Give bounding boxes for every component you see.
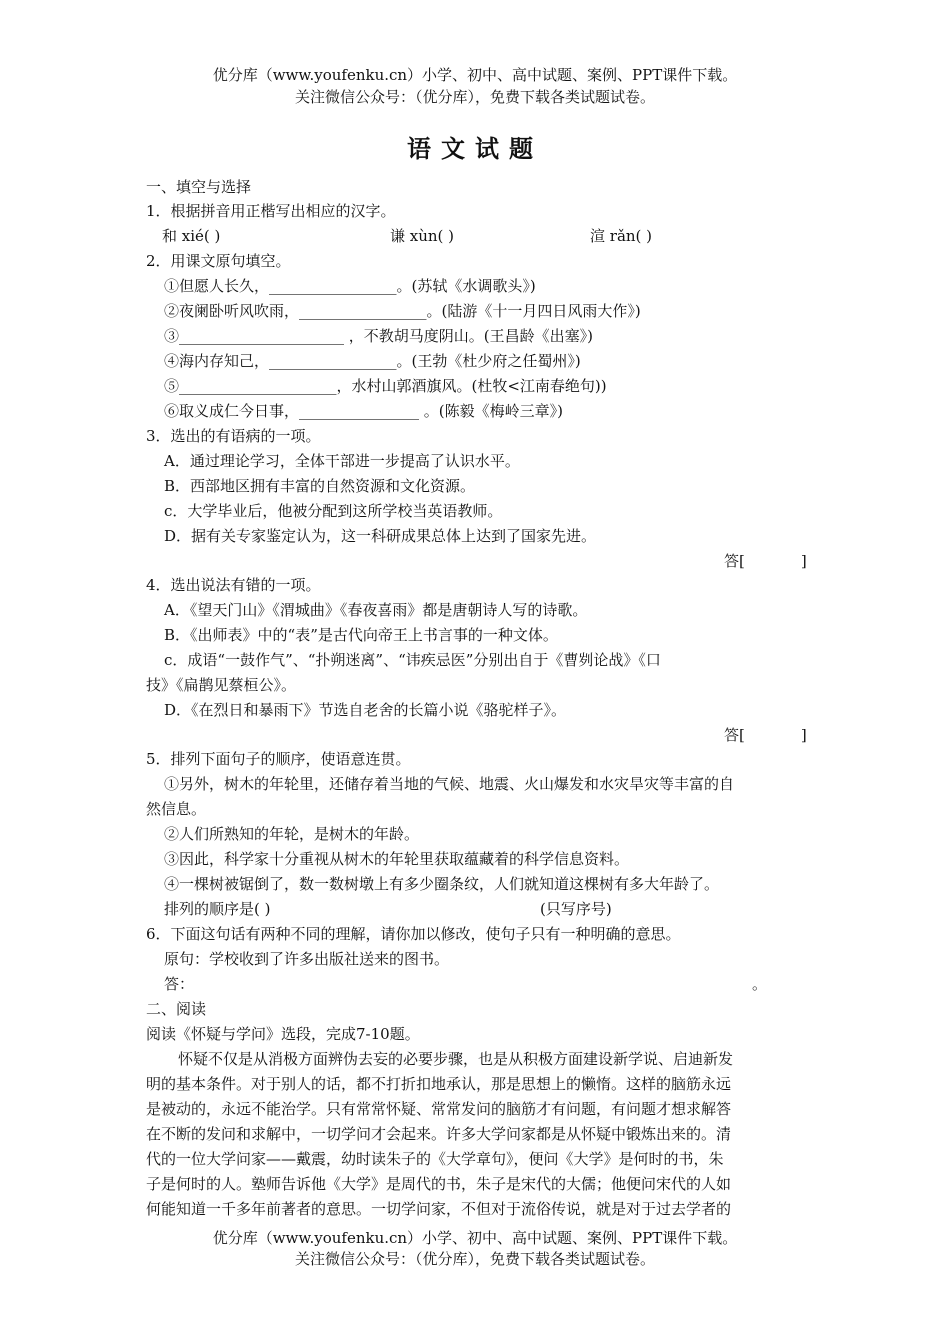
reading-line: 何能知道一千多年前著者的意思。一切学问家，不但对于流俗传说，就是对于过去学者的 (146, 1200, 732, 1218)
q5-order-answer[interactable]: 排列的顺序是( ) (164, 900, 271, 918)
reading-line: 代的一位大学问家——戴震，幼时读朱子的《大学章句》，便问《大学》是何时的书，朱 (146, 1150, 724, 1168)
header-line-1: 优分库（www.youfenku.cn）小学、初中、高中试题、案例、PPT课件下载。 (212, 66, 738, 84)
reading-line: 子是何时的人。塾师告诉他《大学》是周代的书，朱子是宋代的大儒；他便问宋代的人如 (146, 1175, 732, 1193)
q5-order-note: (只写序号) (540, 900, 612, 918)
q5-sentence-1-line-2: 然信息。 (146, 800, 207, 818)
section-heading-2: 二、阅读 (146, 1000, 207, 1018)
reading-line: 是被动的，永远不能治学。只有常常怀疑、常常发问的脑筋才有问题，有问题才想求解答 (146, 1100, 732, 1118)
footer-line-2: 关注微信公众号：（优分库），免费下载各类试题试卷。 (294, 1250, 655, 1268)
section-heading-1: 一、填空与选择 (146, 178, 252, 196)
q4-option-b: B．《出师表》中的“表”是古代向帝王上书言事的一种文体。 (164, 626, 558, 644)
reading-line: 怀疑不仅是从消极方面辨伪去妄的必要步骤，也是从积极方面建设新学说、启迪新发 (178, 1050, 734, 1068)
q4-option-a: A．《望天门山》《渭城曲》《春夜喜雨》都是唐朝诗人写的诗歌。 (164, 601, 588, 619)
page-title: 语文试题 (407, 134, 543, 163)
q1-item-1: 和 xié( ) (162, 227, 221, 245)
q2-item-2: ②夜阑卧听风吹雨，_________________。(陆游《十一月四日风雨大作》) (164, 302, 641, 320)
reading-intro: 阅读《怀疑与学问》选段，完成7-10题。 (146, 1025, 420, 1043)
q3-answer-open: 答[ (724, 552, 745, 570)
footer-line-1: 优分库（www.youfenku.cn）小学、初中、高中试题、案例、PPT课件下载。 (212, 1229, 738, 1247)
q6-answer-period: 。 (752, 975, 768, 993)
q5-stem: 5．排列下面句子的顺序，使语意连贯。 (146, 750, 411, 768)
q6-answer-label[interactable]: 答： (164, 975, 195, 993)
q3-option-a: A．通过理论学习，全体干部进一步提高了认识水平。 (164, 452, 520, 470)
q5-sentence-4: ④一棵树被锯倒了，数一数树墩上有多少圈条纹，人们就知道这棵树有多大年龄了。 (164, 875, 720, 893)
q4-option-c-line-1: c．成语“一鼓作气”、“扑朔迷离”、“讳疾忌医”分别出自于《曹刿论战》《口 (164, 651, 661, 669)
q2-item-1: ①但愿人长久，_________________。(苏轼《水调歌头》) (164, 277, 536, 295)
q2-item-6: ⑥取义成仁今日事，________________ 。(陈毅《梅岭三章》) (164, 402, 563, 420)
q3-stem: 3．选出的有语病的一项。 (146, 427, 321, 445)
q5-sentence-2: ②人们所熟知的年轮，是树木的年龄。 (164, 825, 420, 843)
q4-answer-bracket[interactable] (724, 724, 807, 746)
q4-answer-close: ] (800, 726, 807, 744)
q5-sentence-3: ③因此，科学家十分重视从树木的年轮里获取蕴藏着的科学信息资料。 (164, 850, 630, 868)
q3-option-b: B．西部地区拥有丰富的自然资源和文化资源。 (164, 477, 476, 495)
q2-item-4: ④海内存知己，_________________。(王勃《杜少府之任蜀州》) (164, 352, 581, 370)
q4-answer-open: 答[ (724, 726, 745, 744)
q2-item-5: ⑤_____________________，水村山郭酒旗风。(杜牧<江南春绝句)) (164, 377, 607, 395)
q4-stem: 4．选出说法有错的一项。 (146, 576, 321, 594)
q2-stem: 2．用课文原句填空。 (146, 252, 291, 270)
q4-option-d: D．《在烈日和暴雨下》节选自老舍的长篇小说《骆驼样子》。 (164, 701, 567, 719)
q3-answer-close: ] (800, 552, 807, 570)
q6-original: 原句：学校收到了许多出版社送来的图书。 (164, 950, 450, 968)
q3-option-c: c．大学毕业后，他被分配到这所学校当英语教师。 (164, 502, 503, 520)
q1-stem: 1．根据拼音用正楷写出相应的汉字。 (146, 202, 396, 220)
q6-stem: 6．下面这句话有两种不同的理解，请你加以修改，使句子只有一种明确的意思。 (146, 925, 681, 943)
q1-item-2: 谦 xùn( ) (390, 227, 455, 245)
q3-answer-bracket[interactable] (724, 550, 807, 572)
header-line-2: 关注微信公众号：（优分库），免费下载各类试题试卷。 (294, 88, 655, 106)
q5-sentence-1-line-1: ①另外，树木的年轮里，还储存着当地的气候、地震、火山爆发和水灾旱灾等丰富的自 (164, 775, 735, 793)
reading-line: 明的基本条件。对于别人的话，都不打折扣地承认，那是思想上的懒惰。这样的脑筋永远 (146, 1075, 732, 1093)
q4-option-c-line-2: 技》《扁鹊见蔡桓公》。 (146, 676, 297, 694)
reading-line: 在不断的发问和求解中，一切学问才会起来。许多大学问家都是从怀疑中锻炼出来的。清 (146, 1125, 732, 1143)
q1-item-3: 渲 rǎn( ) (590, 227, 653, 245)
q3-option-d: D．据有关专家鉴定认为，这一科研成果总体上达到了国家先进。 (164, 527, 597, 545)
q2-item-3: ③______________________ ，不教胡马度阴山。(王昌龄《出塞》) (164, 327, 593, 345)
